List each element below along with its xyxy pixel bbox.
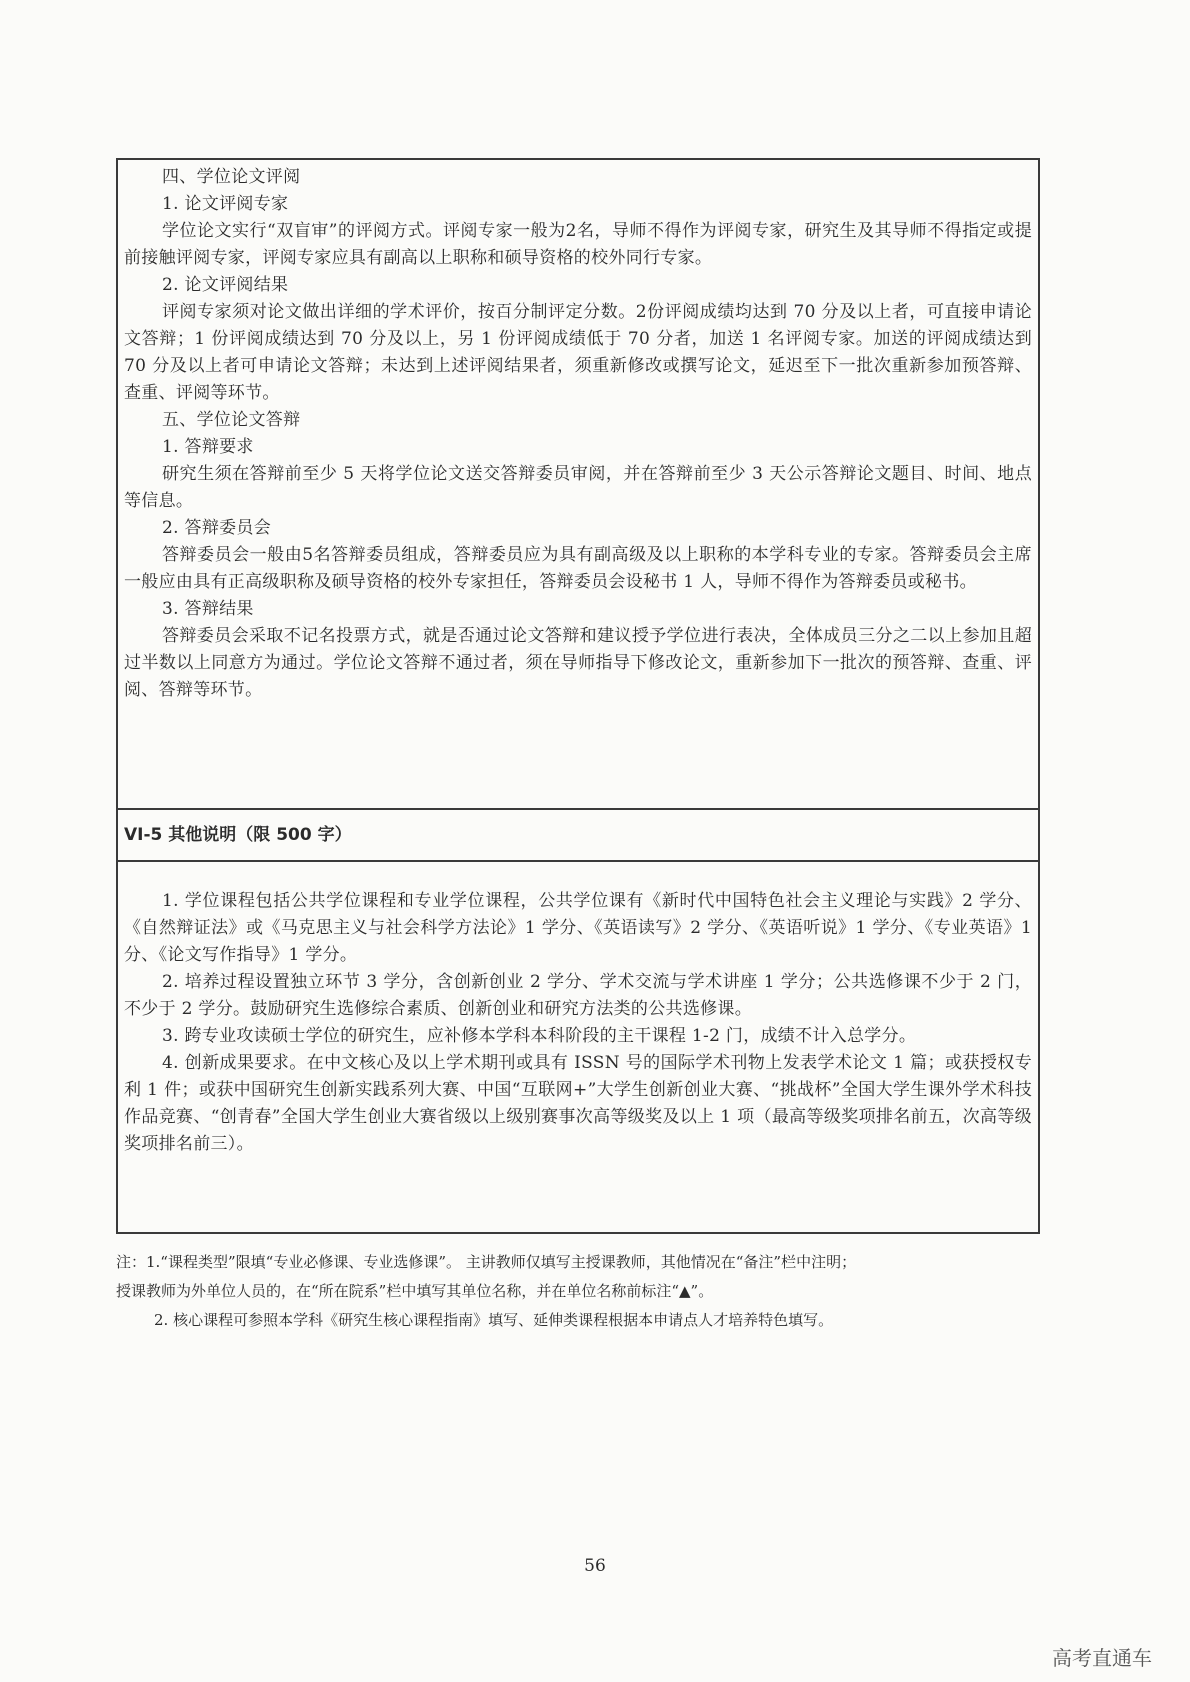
note-1b: 授课教师为外单位人员的，在“所在院系”栏中填写其单位名称，并在单位名称前标注“▲”。: [116, 1282, 714, 1300]
section4-sub1: 1. 论文评阅专家: [162, 194, 289, 214]
section4-p1: 学位论文实行“双盲审”的评阅方式。评阅专家一般为2名，导师不得作为评阅专家，研究生及其导师不得指定或提前接触评阅专家，评阅专家应具有副高以上职称和硕导资格的校外同行专家。: [124, 221, 1032, 268]
vi5-body: [118, 862, 1038, 1232]
content-frame: [116, 158, 1040, 1234]
section5-p1: 研究生须在答辩前至少 5 天将学位论文送交答辩委员审阅，并在答辩前至少 3 天公示答辩论文题目、时间、地点等信息。: [124, 464, 1032, 511]
vi5-item: 1. 学位课程包括公共学位课程和专业学位课程，公共学位课有《新时代中国特色社会主义理论与实践》2 学分、《自然辩证法》或《马克思主义与社会科学方法论》1 学分、《英语读写》2 学分、《英语听说》1 学分、《专业英语》1 分、《论文写作指导》1 学分。: [124, 891, 1032, 965]
vi5-title: VI-5 其他说明（限 500 字）: [118, 810, 1038, 862]
section5-p3: 答辩委员会采取不记名投票方式，就是否通过论文答辩和建议授予学位进行表决，全体成员三分之二以上参加且超过半数以上同意方为通过。学位论文答辩不通过者，须在导师指导下修改论文，重新参加下一批次的预答辩、查重、评阅、答辩等环节。: [124, 626, 1032, 700]
vi5-item: 3. 跨专业攻读硕士学位的研究生，应补修本学科本科阶段的主干课程 1-2 门，成绩不计入总学分。: [162, 1026, 917, 1046]
section4-heading: 四、学位论文评阅: [162, 167, 301, 187]
page-number: 56: [584, 1556, 606, 1576]
section4-p2: 评阅专家须对论文做出详细的学术评价，按百分制评定分数。2份评阅成绩均达到 70 分及以上者，可直接申请论文答辩；1 份评阅成绩达到 70 分及以上，另 1 份评阅成绩低于 70 分者，加送 1 名评阅专家。加送的评阅成绩达到 70 分及以上者可申请论文答辩；未达到上述评阅结果者，须重新修改或撰写论文，延迟至下一批次重新参加预答辩、查重、评阅等环节。: [124, 302, 1032, 403]
watermark: 高考直通车: [1052, 1646, 1152, 1670]
section5-sub3: 3. 答辩结果: [162, 599, 254, 619]
thesis-review-defense-section: [118, 160, 1038, 810]
section5-sub2: 2. 答辩委员会: [162, 518, 272, 538]
note-2: 2. 核心课程可参照本学科《研究生核心课程指南》填写、延伸类课程根据本申请点人才培养特色填写。: [154, 1311, 834, 1329]
note-1a: 注：1.“课程类型”限填“专业必修课、专业选修课”。 主讲教师仅填写主授课教师，其他情况在“备注”栏中注明；: [116, 1253, 857, 1271]
footnotes: [116, 1248, 1046, 1335]
vi5-item: 2. 培养过程设置独立环节 3 学分，含创新创业 2 学分、学术交流与学术讲座 1 学分；公共选修课不少于 2 门，不少于 2 学分。鼓励研究生选修综合素质、创新创业和研究方法类的公共选修课。: [124, 972, 1032, 1019]
section5-p2: 答辩委员会一般由5名答辩委员组成，答辩委员应为具有副高级及以上职称的本学科专业的专家。答辩委员会主席一般应由具有正高级职称及硕导资格的校外专家担任，答辩委员会设秘书 1 人，导师不得作为答辩委员或秘书。: [124, 545, 1032, 592]
section5-sub1: 1. 答辩要求: [162, 437, 254, 457]
vi5-item: 4. 创新成果要求。在中文核心及以上学术期刊或具有 ISSN 号的国际学术刊物上发表学术论文 1 篇；或获授权专利 1 件；或获中国研究生创新实践系列大赛、中国“互联网+”大学生创新创业大赛、“挑战杯”全国大学生课外学术科技作品竞赛、“创青春”全国大学生创业大赛省级以上级别赛事次高等级奖及以上 1 项（最高等级奖项排名前五，次高等级奖项排名前三）。: [124, 1053, 1032, 1154]
section5-heading: 五、学位论文答辩: [162, 410, 301, 430]
section4-sub2: 2. 论文评阅结果: [162, 275, 289, 295]
